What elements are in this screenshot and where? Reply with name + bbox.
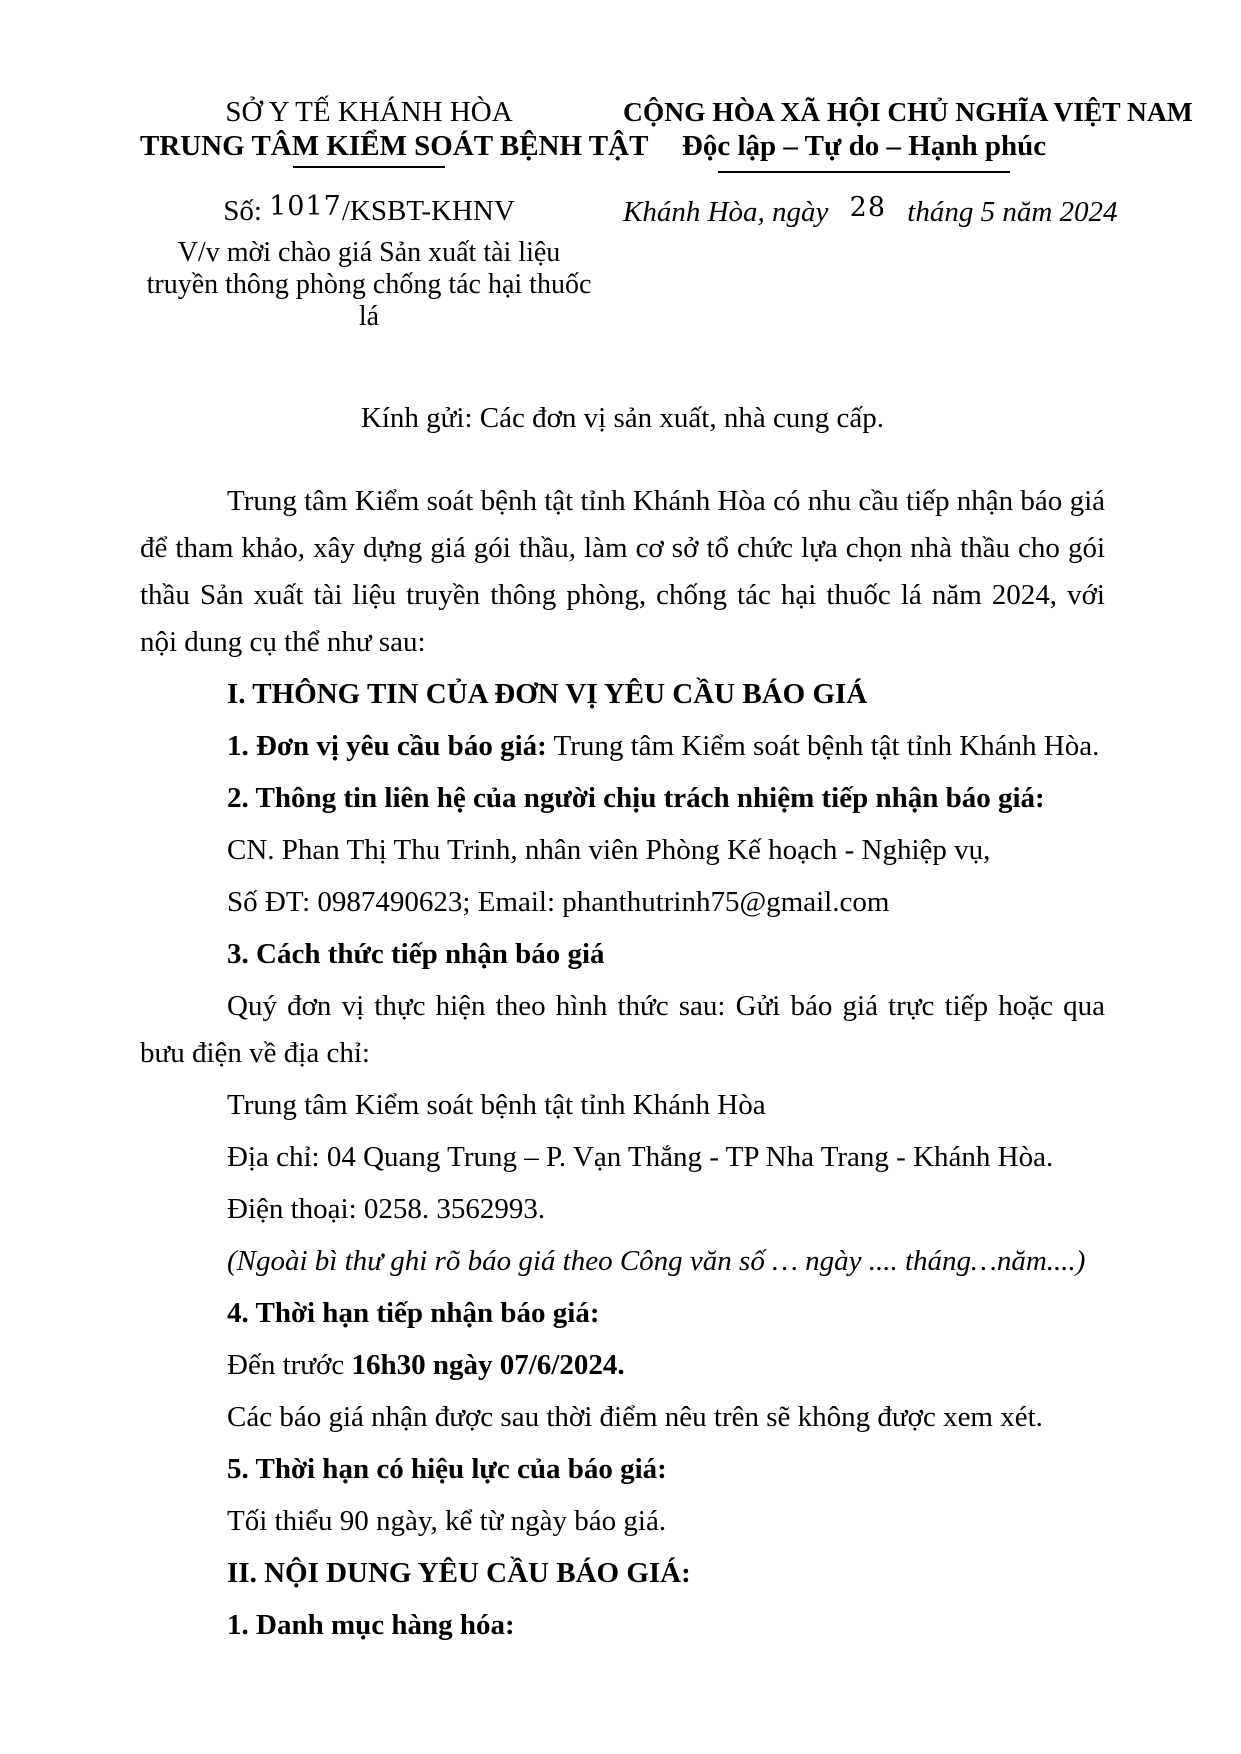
document-body [140, 478, 1105, 1649]
contact-phone-email: Số ĐT: 0987490623; Email: phanthutrinh75@gmail.com [227, 886, 890, 918]
item-1-label: 1. Đơn vị yêu cầu báo giá: [227, 730, 547, 762]
item-1-text: Trung tâm Kiểm soát bệnh tật tỉnh Khánh Hòa. [553, 730, 1100, 762]
doc-number-suffix: /KSBT-KHNV [341, 195, 515, 227]
contact-person: CN. Phan Thị Thu Trinh, nhân viên Phòng Kế hoạch - Nghiệp vụ, [227, 834, 991, 866]
item-2-contact-heading: 2. Thông tin liên hệ của người chịu trách nhiệm tiếp nhận báo giá: [227, 782, 1045, 814]
item-5-text: Tối thiểu 90 ngày, kể từ ngày báo giá. [227, 1505, 667, 1537]
issuing-org-block [140, 95, 649, 333]
date-line [623, 192, 1118, 230]
item-3-heading: 3. Cách thức tiếp nhận báo giá [227, 938, 605, 970]
deadline-prefix: Đến trước [227, 1349, 352, 1381]
doc-number-value: 1017 [269, 191, 342, 222]
national-header-block [623, 95, 1193, 230]
deadline-value: 16h30 ngày 07/6/2024. [351, 1349, 625, 1381]
org-underline [293, 166, 445, 168]
date-prefix: Khánh Hòa, ngày [623, 196, 829, 228]
salutation: Kính gửi: Các đơn vị sản xuất, nhà cung cấp. [360, 402, 885, 434]
department-name: SỞ Y TẾ KHÁNH HÒA [225, 96, 513, 128]
date-day: 28 [849, 192, 887, 223]
document-subject [140, 237, 598, 333]
recipient-name: Trung tâm Kiểm soát bệnh tật tỉnh Khánh Hòa [227, 1089, 766, 1121]
doc-number-label: Số: [223, 195, 262, 227]
organization-name: TRUNG TÂM KIỂM SOÁT BỆNH TẬT [140, 130, 649, 162]
subject-line-2: truyền thông phòng chống tác hại thuốc lá [146, 269, 592, 332]
national-motto-line1: CỘNG HÒA XÃ HỘI CHỦ NGHĨA VIỆT NAM [623, 96, 1193, 127]
deadline-line [140, 1342, 1105, 1389]
item-4-heading: 4. Thời hạn tiếp nhận báo giá: [227, 1297, 600, 1329]
item-1-requesting-unit [140, 723, 1105, 770]
deadline-note: Các báo giá nhận được sau thời điểm nêu trên sẽ không được xem xét. [227, 1401, 1043, 1433]
document-header [140, 95, 1193, 333]
recipient-address: Địa chỉ: 04 Quang Trung – P. Vạn Thắng - TP Nha Trang - Khánh Hòa. [227, 1141, 1054, 1173]
item-3-text: Quý đơn vị thực hiện theo hình thức sau: Gửi báo giá trực tiếp hoặc qua bưu điện về địa chỉ: [140, 990, 1105, 1069]
section-1-heading: I. THÔNG TIN CỦA ĐƠN VỊ YÊU CẦU BÁO GIÁ [227, 678, 868, 710]
intro-paragraph: Trung tâm Kiểm soát bệnh tật tỉnh Khánh Hòa có nhu cầu tiếp nhận báo giá để tham khảo, xây dựng giá gói thầu, làm cơ sở tổ chức lựa chọn nhà thầu cho gói thầu Sản xuất tài liệu truyền thông phòng, chống tác hại thuốc lá năm 2024, với nội dung cụ thể như sau: [140, 485, 1105, 658]
motto-underline [718, 171, 1010, 173]
recipient-phone: Điện thoại: 0258. 3562993. [227, 1193, 546, 1225]
envelope-note: (Ngoài bì thư ghi rõ báo giá theo Công văn số … ngày .... tháng…năm....) [227, 1245, 1086, 1277]
national-motto-line2: Độc lập – Tự do – Hạnh phúc [681, 130, 1047, 162]
document-number [140, 191, 598, 229]
section-2-item-1-heading: 1. Danh mục hàng hóa: [227, 1609, 515, 1641]
subject-line-1: V/v mời chào giá Sản xuất tài liệu [177, 237, 561, 268]
date-suffix: tháng 5 năm 2024 [907, 196, 1118, 228]
section-2-heading: II. NỘI DUNG YÊU CẦU BÁO GIÁ: [227, 1557, 691, 1589]
item-5-heading: 5. Thời hạn có hiệu lực của báo giá: [227, 1453, 667, 1485]
